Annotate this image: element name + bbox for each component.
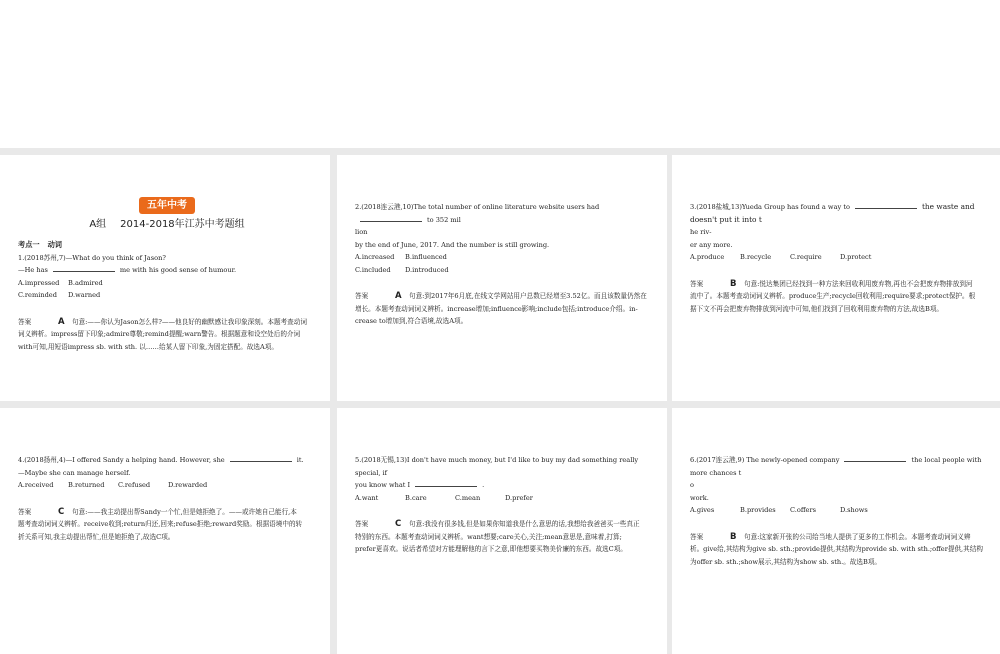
answer-label: 答案 xyxy=(355,520,369,528)
option-c: C.mean xyxy=(455,493,481,502)
analysis-line: 流中了。本题考查动词词义辨析。produce生产;recycle回收利用;require要求;protect保护。根 xyxy=(690,292,976,300)
option-a: A.impressed xyxy=(18,278,60,287)
answer-blank xyxy=(53,264,115,272)
option-b: B.care xyxy=(405,493,427,502)
options-row xyxy=(18,277,316,290)
slide-question-5 xyxy=(337,408,667,654)
question-stem-cont: he riv- xyxy=(690,228,712,236)
question-stem: 6.(2017连云港,9) The newly-opened company the local people with more chances t xyxy=(690,456,982,477)
option-b: B.recycle xyxy=(740,253,772,261)
answer-letter: B xyxy=(730,278,737,289)
option-b: B.provides xyxy=(740,506,776,514)
option-d: D.rewarded xyxy=(168,481,208,489)
option-a: A.produce xyxy=(690,253,725,261)
slide-question-2 xyxy=(337,155,667,401)
options-row xyxy=(355,492,653,505)
answer-letter: C xyxy=(58,506,65,517)
analysis-line: 句意:我没有很多钱,但是如果你知道我是什么意思的话,我想给我爸爸买一些真正 xyxy=(409,520,640,528)
option-a: A.gives xyxy=(690,506,715,514)
analysis-line: crease to增加到,符合语境,故选A项。 xyxy=(355,317,468,325)
option-d: D.protect xyxy=(840,253,872,261)
option-c: C.included xyxy=(355,265,391,274)
option-a: A.want xyxy=(355,493,379,502)
option-a: A.increased xyxy=(355,253,395,261)
answer-line xyxy=(18,316,316,329)
option-d: D.warned xyxy=(68,291,101,299)
analysis-line: 为offer sb. sth.;show展示,其结构为show sb. sth.。故选B项。 xyxy=(690,557,882,566)
answer-label: 答案 xyxy=(690,532,704,541)
option-c: C.require xyxy=(790,253,822,261)
question-stem-cont: by the end of June, 2017. And the number is still growing. xyxy=(355,240,550,249)
answer-line xyxy=(18,506,316,519)
answer-label: 答案 xyxy=(18,317,32,326)
option-c: C.reminded xyxy=(18,291,57,299)
answer-blank xyxy=(855,201,917,209)
section-name: 动词 xyxy=(47,240,62,249)
option-d: D.prefer xyxy=(505,493,533,502)
analysis-line: 句意:到2017年6月底,在线文学网站用户总数已经增至3.52亿。而且该数量仍然在 xyxy=(409,292,647,300)
answer-line xyxy=(690,531,988,544)
question-stem-cont: o xyxy=(690,481,694,489)
group-title xyxy=(18,217,316,233)
option-b: B.influenced xyxy=(405,253,447,261)
question-stem: 5.(2018无锡,13)I don't have much money, but I'd like to buy my dad something really special, if xyxy=(355,456,639,477)
answer-line xyxy=(355,290,653,303)
analysis-line: 析。give给,其结构为give sb. sth.;provide提供,其结构为provide sb. with sth.;offer提供,其结构 xyxy=(690,545,983,553)
answer-letter: A xyxy=(395,291,402,301)
slide-question-3 xyxy=(672,155,1000,401)
option-d: D.introduced xyxy=(405,265,449,274)
answer-letter: A xyxy=(58,316,65,327)
analysis-line: 句意:这家新开张的公司给当地人提供了更多的工作机会。本题考查动词词义辨 xyxy=(744,532,971,541)
section-label: 考点一 xyxy=(18,240,40,249)
answer-blank xyxy=(230,454,292,462)
slide-question-6 xyxy=(672,408,1000,654)
analysis-line: 特别的东西。本题考查动词词义辨析。want想要;care关心,关注;mean意思是,意味着,打算; xyxy=(355,532,622,541)
analysis-line: 句意:悦达集团已经找到一种方法来回收利用废弃物,再也不会把废弃物排放到河 xyxy=(744,279,973,288)
answer-line xyxy=(355,518,653,531)
question-stem: 1.(2018苏州,7)—What do you think of Jason? xyxy=(18,253,166,262)
group-name: 2014-2018年江苏中考题组 xyxy=(120,219,245,230)
answer-blank xyxy=(415,479,477,487)
slide-question-1 xyxy=(0,155,330,401)
answer-blank xyxy=(844,454,906,462)
question-stem: 3.(2018盐城,13)Yueda Group has found a way to the waste and doesn't put it into t xyxy=(690,202,975,224)
question-stem: 4.(2018扬州,4)—I offered Sandy a helping hand. However, she it. xyxy=(18,456,304,464)
answer-blank xyxy=(360,214,422,222)
question-stem: 2.(2018连云港,10)The total number of online literature website users hadto 352 mil xyxy=(355,203,600,224)
analysis-line: 句意:——你认为Jason怎么样?——他良好的幽默感让我印象深刻。本题考查动词 xyxy=(72,317,307,326)
option-a: A.received xyxy=(18,481,54,489)
options-row xyxy=(690,504,988,517)
options-row xyxy=(355,264,653,277)
analysis-line: 据下文不再会把废弃物排放到河流中可知,他们找到了回收利用废弃物的方法,故选B项。 xyxy=(690,304,944,313)
analysis-line: 增长。本题考查动词词义辨析。increase增加;influence影响;include包括;introduce介绍。in- xyxy=(355,304,638,313)
option-c: C.refused xyxy=(118,481,151,489)
question-line-2: —He has me with his good sense of humour. xyxy=(18,266,237,274)
options-row xyxy=(18,289,316,302)
answer-label: 答案 xyxy=(355,292,369,300)
option-c: C.offers xyxy=(790,506,816,514)
options-row xyxy=(18,479,316,492)
option-d: D.shows xyxy=(840,506,868,514)
question-line-2: you know what I . xyxy=(355,481,485,489)
answer-letter: C xyxy=(395,519,402,529)
option-b: B.admired xyxy=(68,278,103,287)
analysis-line: 句意:——我主动提出帮Sandy一个忙,但是她拒绝了。——或许她自己能行,本 xyxy=(72,507,297,516)
options-row xyxy=(355,251,653,264)
answer-label: 答案 xyxy=(690,279,704,288)
answer-letter: B xyxy=(730,531,737,542)
five-year-exam-badge: 五年中考 xyxy=(139,197,195,214)
question-stem-cont: work. xyxy=(690,493,709,502)
question-line-2: —Maybe she can manage herself. xyxy=(18,468,131,477)
group-prefix: A组 xyxy=(89,219,107,230)
analysis-line: 折关系可知,我主动提出帮忙,但是她拒绝了,故选C项。 xyxy=(18,532,175,541)
options-row xyxy=(690,251,988,264)
analysis-line: with可知,用短语impress sb. with sth. 以……给某人留下印象,为固定搭配。故选A项。 xyxy=(18,342,278,351)
section-heading xyxy=(18,239,316,252)
option-b: B.returned xyxy=(68,481,105,489)
answer-label: 答案 xyxy=(18,507,32,516)
answer-line xyxy=(690,278,988,291)
analysis-line: prefer更喜欢。说话者希望对方能理解他的言下之意,即他想要买物美价廉的东西。故选C项。 xyxy=(355,545,627,553)
analysis-line: 词义辨析。impress留下印象;admire尊敬;remind提醒;warn警告。根据题意和设空处后的介词 xyxy=(18,330,301,338)
question-stem-cont: lion xyxy=(355,228,368,236)
slide-question-4 xyxy=(0,408,330,654)
analysis-line: 题考查动词词义辨析。receive收到;return归还,回来;refuse拒绝;reward奖励。根据语境中的转 xyxy=(18,520,303,528)
question-stem-cont: er any more. xyxy=(690,240,733,249)
blank-top-slide xyxy=(0,0,1000,148)
